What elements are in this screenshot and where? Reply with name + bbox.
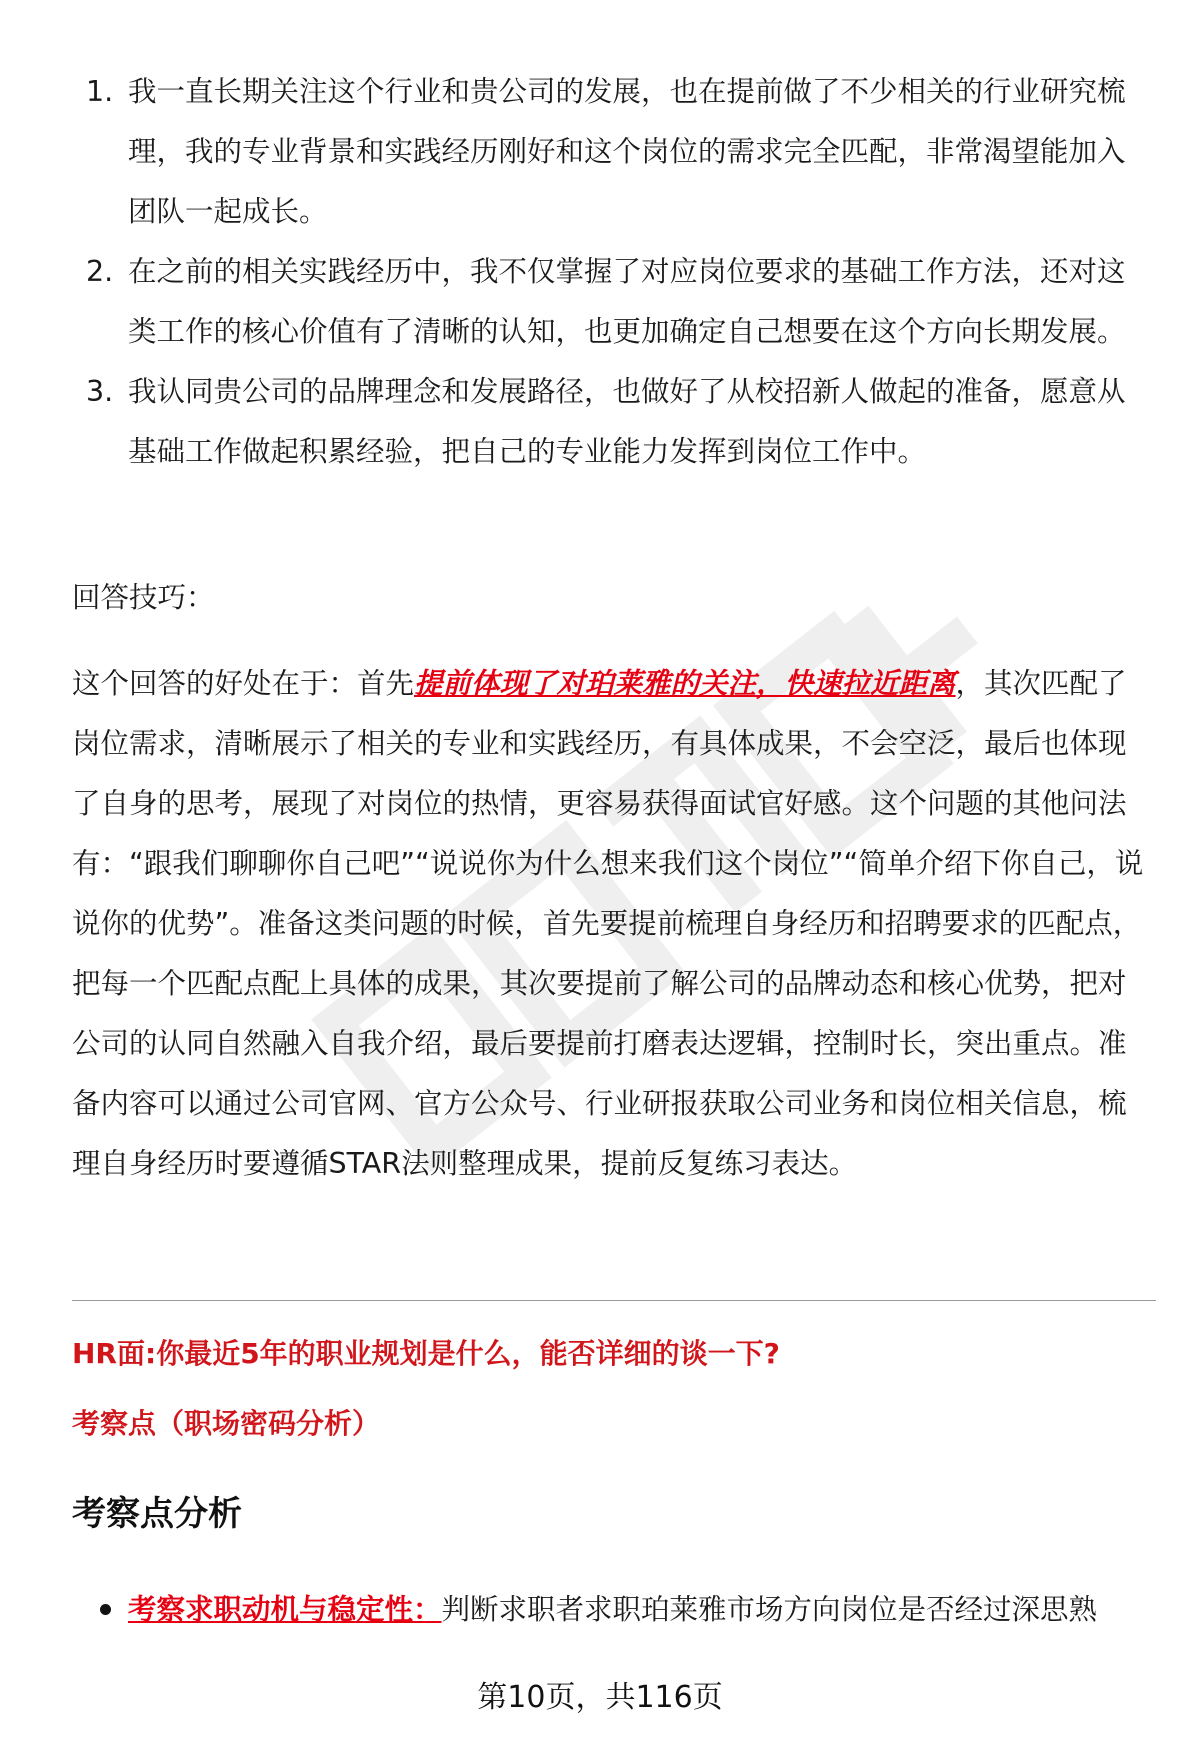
tips-highlight: 提前体现了对珀莱雅的关注，快速拉近距离 — [414, 667, 956, 700]
bullet-label: 考察求职动机与稳定性： — [128, 1593, 442, 1626]
tips-rest: ，其次匹配了岗位需求，清晰展示了相关的专业和实践经历，有具体成果，不会空泛，最后也体现了自身的思考，展现了对岗位的热情，更容易获得面试官好感。这个问题的其他问法有：“跟我们聊聊你自己吧”“说说你为什么想来我们这个岗位”“简单介绍下你自己，说说你的优势”。准备这类问题的时候，首先要提前梳理自身经历和招聘要求的匹配点，把每一个匹配点配上具体的成果，其次要提前了解公司的品牌动态和核心优势，把对公司的认同自然融入自我介绍，最后要提前打磨表达逻辑，控制时长，突出重点。准备内容可以通过公司官网、官方公众号、行业研报获取公司业务和岗位相关信息，梳理自身经历时要遵循STAR法则整理成果，提前反复练习表达。 — [72, 667, 1144, 1180]
tips-prefix: 这个回答的好处在于：首先 — [72, 667, 415, 700]
list-item-text: 我一直长期关注这个行业和贵公司的发展，也在提前做了不少相关的行业研究梳理，我的专业背景和实践经历刚好和这个岗位的需求完全匹配，非常渴望能加入团队一起成长。 — [128, 75, 1126, 228]
list-number: 2. — [86, 255, 114, 288]
list-item-text: 我认同贵公司的品牌理念和发展路径，也做好了从校招新人做起的准备，愿意从基础工作做起积累经验，把自己的专业能力发挥到岗位工作中。 — [128, 375, 1126, 468]
interview-question: HR面:你最近5年的职业规划是什么，能否详细的谈一下? — [72, 1337, 780, 1370]
question-subheading: 考察点（职场密码分析） — [72, 1407, 381, 1440]
section-divider — [72, 1300, 1156, 1301]
page-footer: 第10页，共116页 — [477, 1680, 723, 1715]
list-item-text: 在之前的相关实践经历中，我不仅掌握了对应岗位要求的基础工作方法，还对这类工作的核心价值有了清晰的认知，也更加确定自己想要在这个方向长期发展。 — [128, 255, 1126, 348]
answer-list — [72, 62, 1152, 482]
tips-label: 回答技巧： — [72, 581, 215, 614]
bullet-text-wrap — [128, 1588, 1097, 1632]
bullet-text: 判断求职者求职珀莱雅市场方向岗位是否经过深思熟 — [441, 1593, 1098, 1626]
list-number: 3. — [86, 375, 114, 408]
list-item — [72, 362, 1152, 482]
list-number: 1. — [86, 75, 114, 108]
bullet-dot-icon — [100, 1604, 111, 1615]
list-item — [72, 62, 1152, 242]
tips-paragraph — [72, 654, 1152, 1194]
list-item — [72, 242, 1152, 362]
section-title: 考察点分析 — [72, 1494, 242, 1534]
